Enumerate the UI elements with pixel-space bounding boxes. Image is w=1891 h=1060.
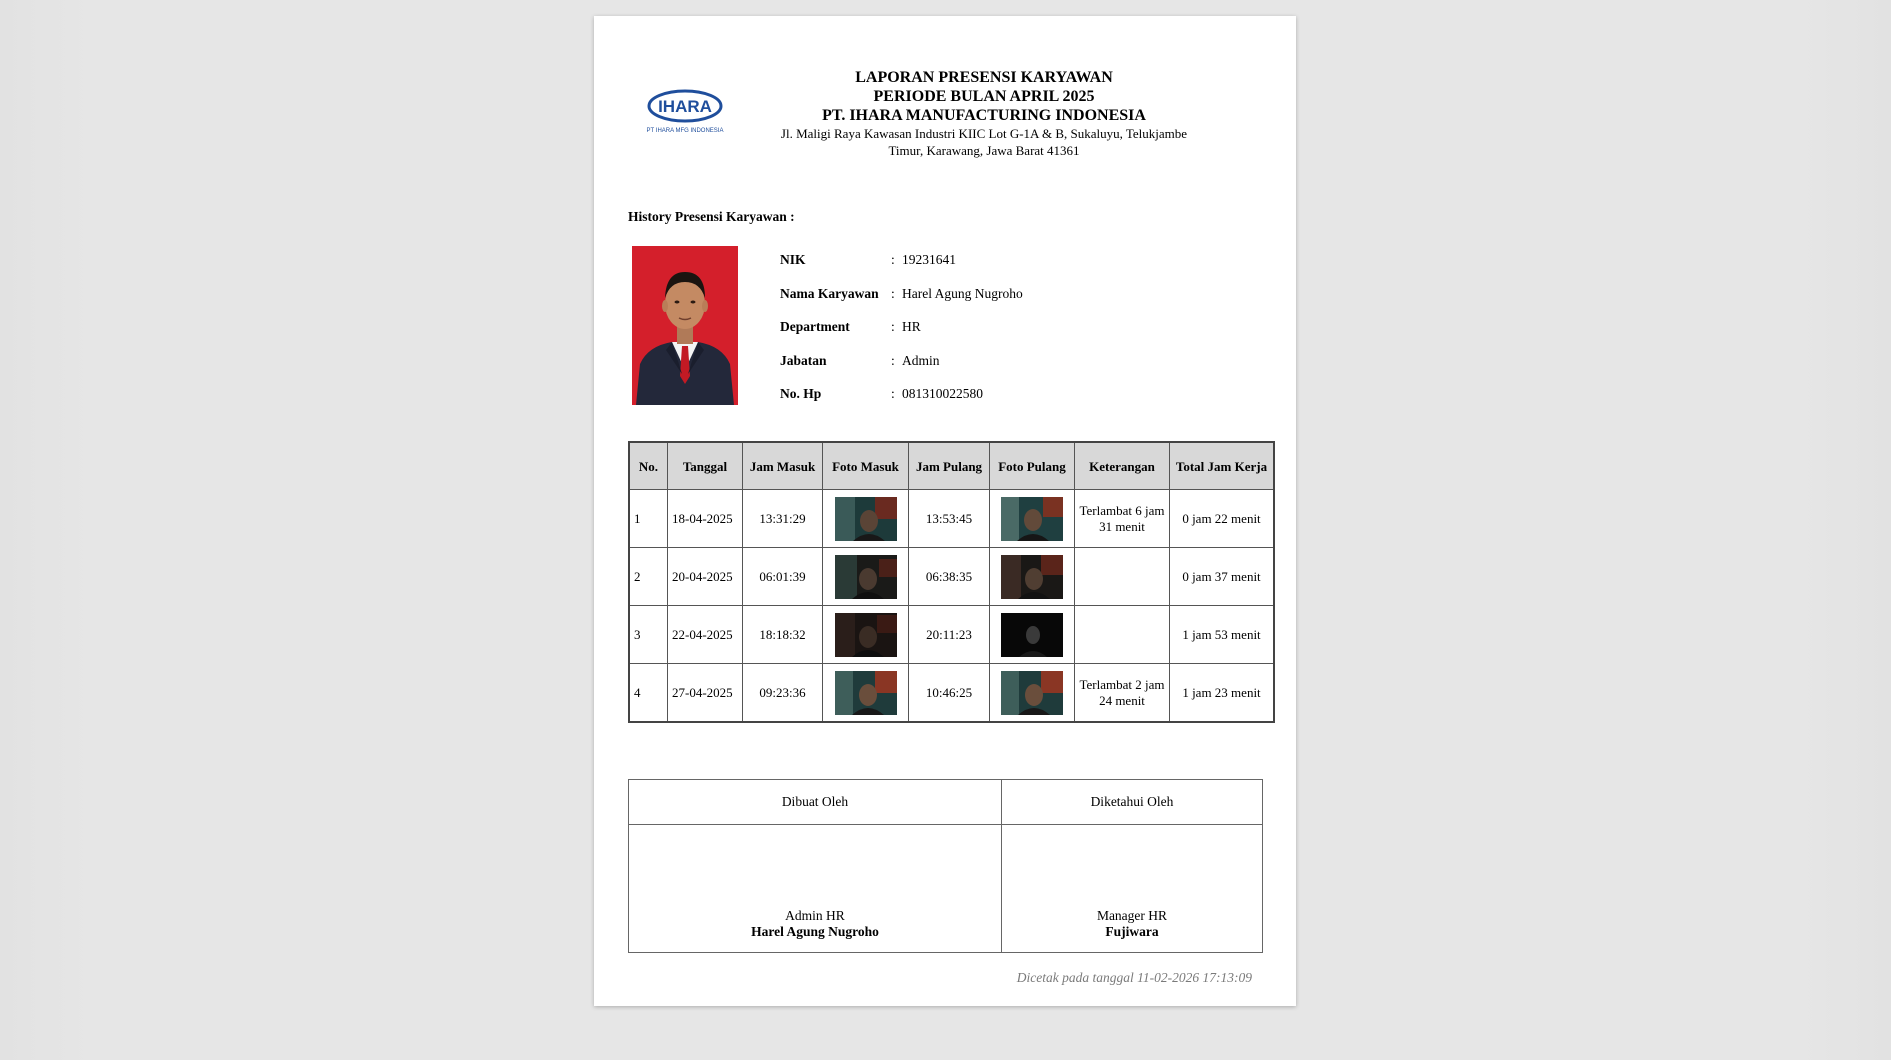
attendance-table bbox=[628, 441, 1275, 723]
check-in-photo bbox=[835, 497, 897, 541]
check-out-photo bbox=[1001, 497, 1063, 541]
signature-name: Harel Agung Nugroho bbox=[751, 924, 879, 939]
info-row-department: Department : HR bbox=[780, 319, 921, 335]
signature-body-row bbox=[629, 825, 1263, 953]
signature-header-acknowledged-by: Diketahui Oleh bbox=[1002, 780, 1263, 825]
col-header-date: Tanggal bbox=[668, 442, 743, 490]
cell-photo-out bbox=[990, 664, 1075, 723]
printed-timestamp: Dicetak pada tanggal 11-02-2026 17:13:09 bbox=[1016, 970, 1252, 985]
info-row-position: Jabatan : Admin bbox=[780, 352, 940, 368]
cell-photo-out bbox=[990, 548, 1075, 606]
table-header-row bbox=[629, 442, 1274, 490]
info-label: No. Hp bbox=[780, 386, 822, 402]
logo-text: IHARA bbox=[658, 97, 712, 116]
cell-date: 22-04-2025 bbox=[668, 606, 743, 664]
company-address-line2: Timur, Karawang, Jawa Barat 41361 bbox=[888, 143, 1080, 158]
cell-no: 3 bbox=[629, 606, 668, 664]
cell-remarks: Terlambat 2 jam 24 menit bbox=[1075, 664, 1170, 723]
table-row bbox=[629, 490, 1274, 548]
col-header-photo-in: Foto Masuk bbox=[823, 442, 909, 490]
check-out-photo bbox=[1001, 555, 1063, 599]
cell-date: 20-04-2025 bbox=[668, 548, 743, 606]
signature-table bbox=[628, 779, 1263, 953]
info-label: Department bbox=[780, 319, 850, 335]
info-row-phone: No. Hp : 081310022580 bbox=[780, 386, 983, 402]
cell-remarks bbox=[1075, 606, 1170, 664]
section-title: History Presensi Karyawan : bbox=[628, 209, 795, 224]
check-out-photo bbox=[1001, 671, 1063, 715]
cell-photo-in bbox=[823, 548, 909, 606]
signature-header-row bbox=[629, 780, 1263, 825]
company-name: PT. IHARA MANUFACTURING INDONESIA bbox=[822, 107, 1146, 124]
table-row bbox=[629, 606, 1274, 664]
info-value-phone: 081310022580 bbox=[902, 386, 983, 402]
report-header bbox=[734, 68, 1234, 159]
report-title: LAPORAN PRESENSI KARYAWAN bbox=[855, 69, 1113, 86]
info-label: Jabatan bbox=[780, 352, 827, 368]
info-value-name: Harel Agung Nugroho bbox=[902, 285, 1023, 301]
cell-check-in: 13:31:29 bbox=[743, 490, 823, 548]
signature-name: Fujiwara bbox=[1105, 924, 1159, 939]
cell-photo-out bbox=[990, 606, 1075, 664]
signature-role: Admin HR bbox=[785, 908, 845, 923]
cell-photo-out bbox=[990, 490, 1075, 548]
cell-check-in: 06:01:39 bbox=[743, 548, 823, 606]
cell-check-out: 20:11:23 bbox=[909, 606, 990, 664]
cell-check-in: 09:23:36 bbox=[743, 664, 823, 723]
report-period: PERIODE BULAN APRIL 2025 bbox=[873, 88, 1095, 105]
employee-photo bbox=[632, 246, 738, 405]
employee-info bbox=[780, 252, 1023, 420]
cell-check-in: 18:18:32 bbox=[743, 606, 823, 664]
col-header-total: Total Jam Kerja bbox=[1170, 442, 1275, 490]
info-value-nik: 19231641 bbox=[902, 252, 956, 267]
cell-photo-in bbox=[823, 664, 909, 723]
check-out-photo bbox=[1001, 613, 1063, 657]
cell-no: 1 bbox=[629, 490, 668, 548]
table-row bbox=[629, 664, 1274, 723]
logo-subtext: PT IHARA MFG INDONESIA bbox=[646, 128, 724, 134]
cell-date: 18-04-2025 bbox=[668, 490, 743, 548]
cell-date: 27-04-2025 bbox=[668, 664, 743, 723]
col-header-check-out: Jam Pulang bbox=[909, 442, 990, 490]
report-page bbox=[594, 16, 1296, 1006]
col-header-check-in: Jam Masuk bbox=[743, 442, 823, 490]
cell-total: 0 jam 37 menit bbox=[1170, 548, 1275, 606]
cell-remarks bbox=[1075, 548, 1170, 606]
cell-photo-in bbox=[823, 606, 909, 664]
signature-acknowledged-by bbox=[1002, 825, 1263, 953]
info-label: Nama Karyawan bbox=[780, 285, 879, 301]
check-in-photo bbox=[835, 671, 897, 715]
info-row-name: Nama Karyawan : Harel Agung Nugroho bbox=[780, 285, 1023, 301]
cell-no: 2 bbox=[629, 548, 668, 606]
info-value-department: HR bbox=[902, 319, 921, 335]
check-in-photo bbox=[835, 613, 897, 657]
company-logo bbox=[646, 84, 724, 140]
signature-created-by bbox=[629, 825, 1002, 953]
info-label: NIK bbox=[780, 252, 806, 267]
cell-photo-in bbox=[823, 490, 909, 548]
cell-total: 1 jam 23 menit bbox=[1170, 664, 1275, 723]
signature-header-created-by: Dibuat Oleh bbox=[629, 780, 1002, 825]
col-header-photo-out: Foto Pulang bbox=[990, 442, 1075, 490]
col-header-no: No. bbox=[629, 442, 668, 490]
cell-total: 0 jam 22 menit bbox=[1170, 490, 1275, 548]
info-row-nik: NIK : 19231641 bbox=[780, 252, 956, 267]
cell-no: 4 bbox=[629, 664, 668, 723]
cell-check-out: 06:38:35 bbox=[909, 548, 990, 606]
info-value-position: Admin bbox=[902, 352, 940, 368]
cell-check-out: 13:53:45 bbox=[909, 490, 990, 548]
cell-remarks: Terlambat 6 jam 31 menit bbox=[1075, 490, 1170, 548]
company-address-line1: Jl. Maligi Raya Kawasan Industri KIIC Lot G-1A & B, Sukaluyu, Telukjambe bbox=[780, 126, 1188, 141]
signature-role: Manager HR bbox=[1096, 908, 1168, 923]
table-row bbox=[629, 548, 1274, 606]
check-in-photo bbox=[835, 555, 897, 599]
cell-check-out: 10:46:25 bbox=[909, 664, 990, 723]
cell-total: 1 jam 53 menit bbox=[1170, 606, 1275, 664]
col-header-remarks: Keterangan bbox=[1075, 442, 1170, 490]
